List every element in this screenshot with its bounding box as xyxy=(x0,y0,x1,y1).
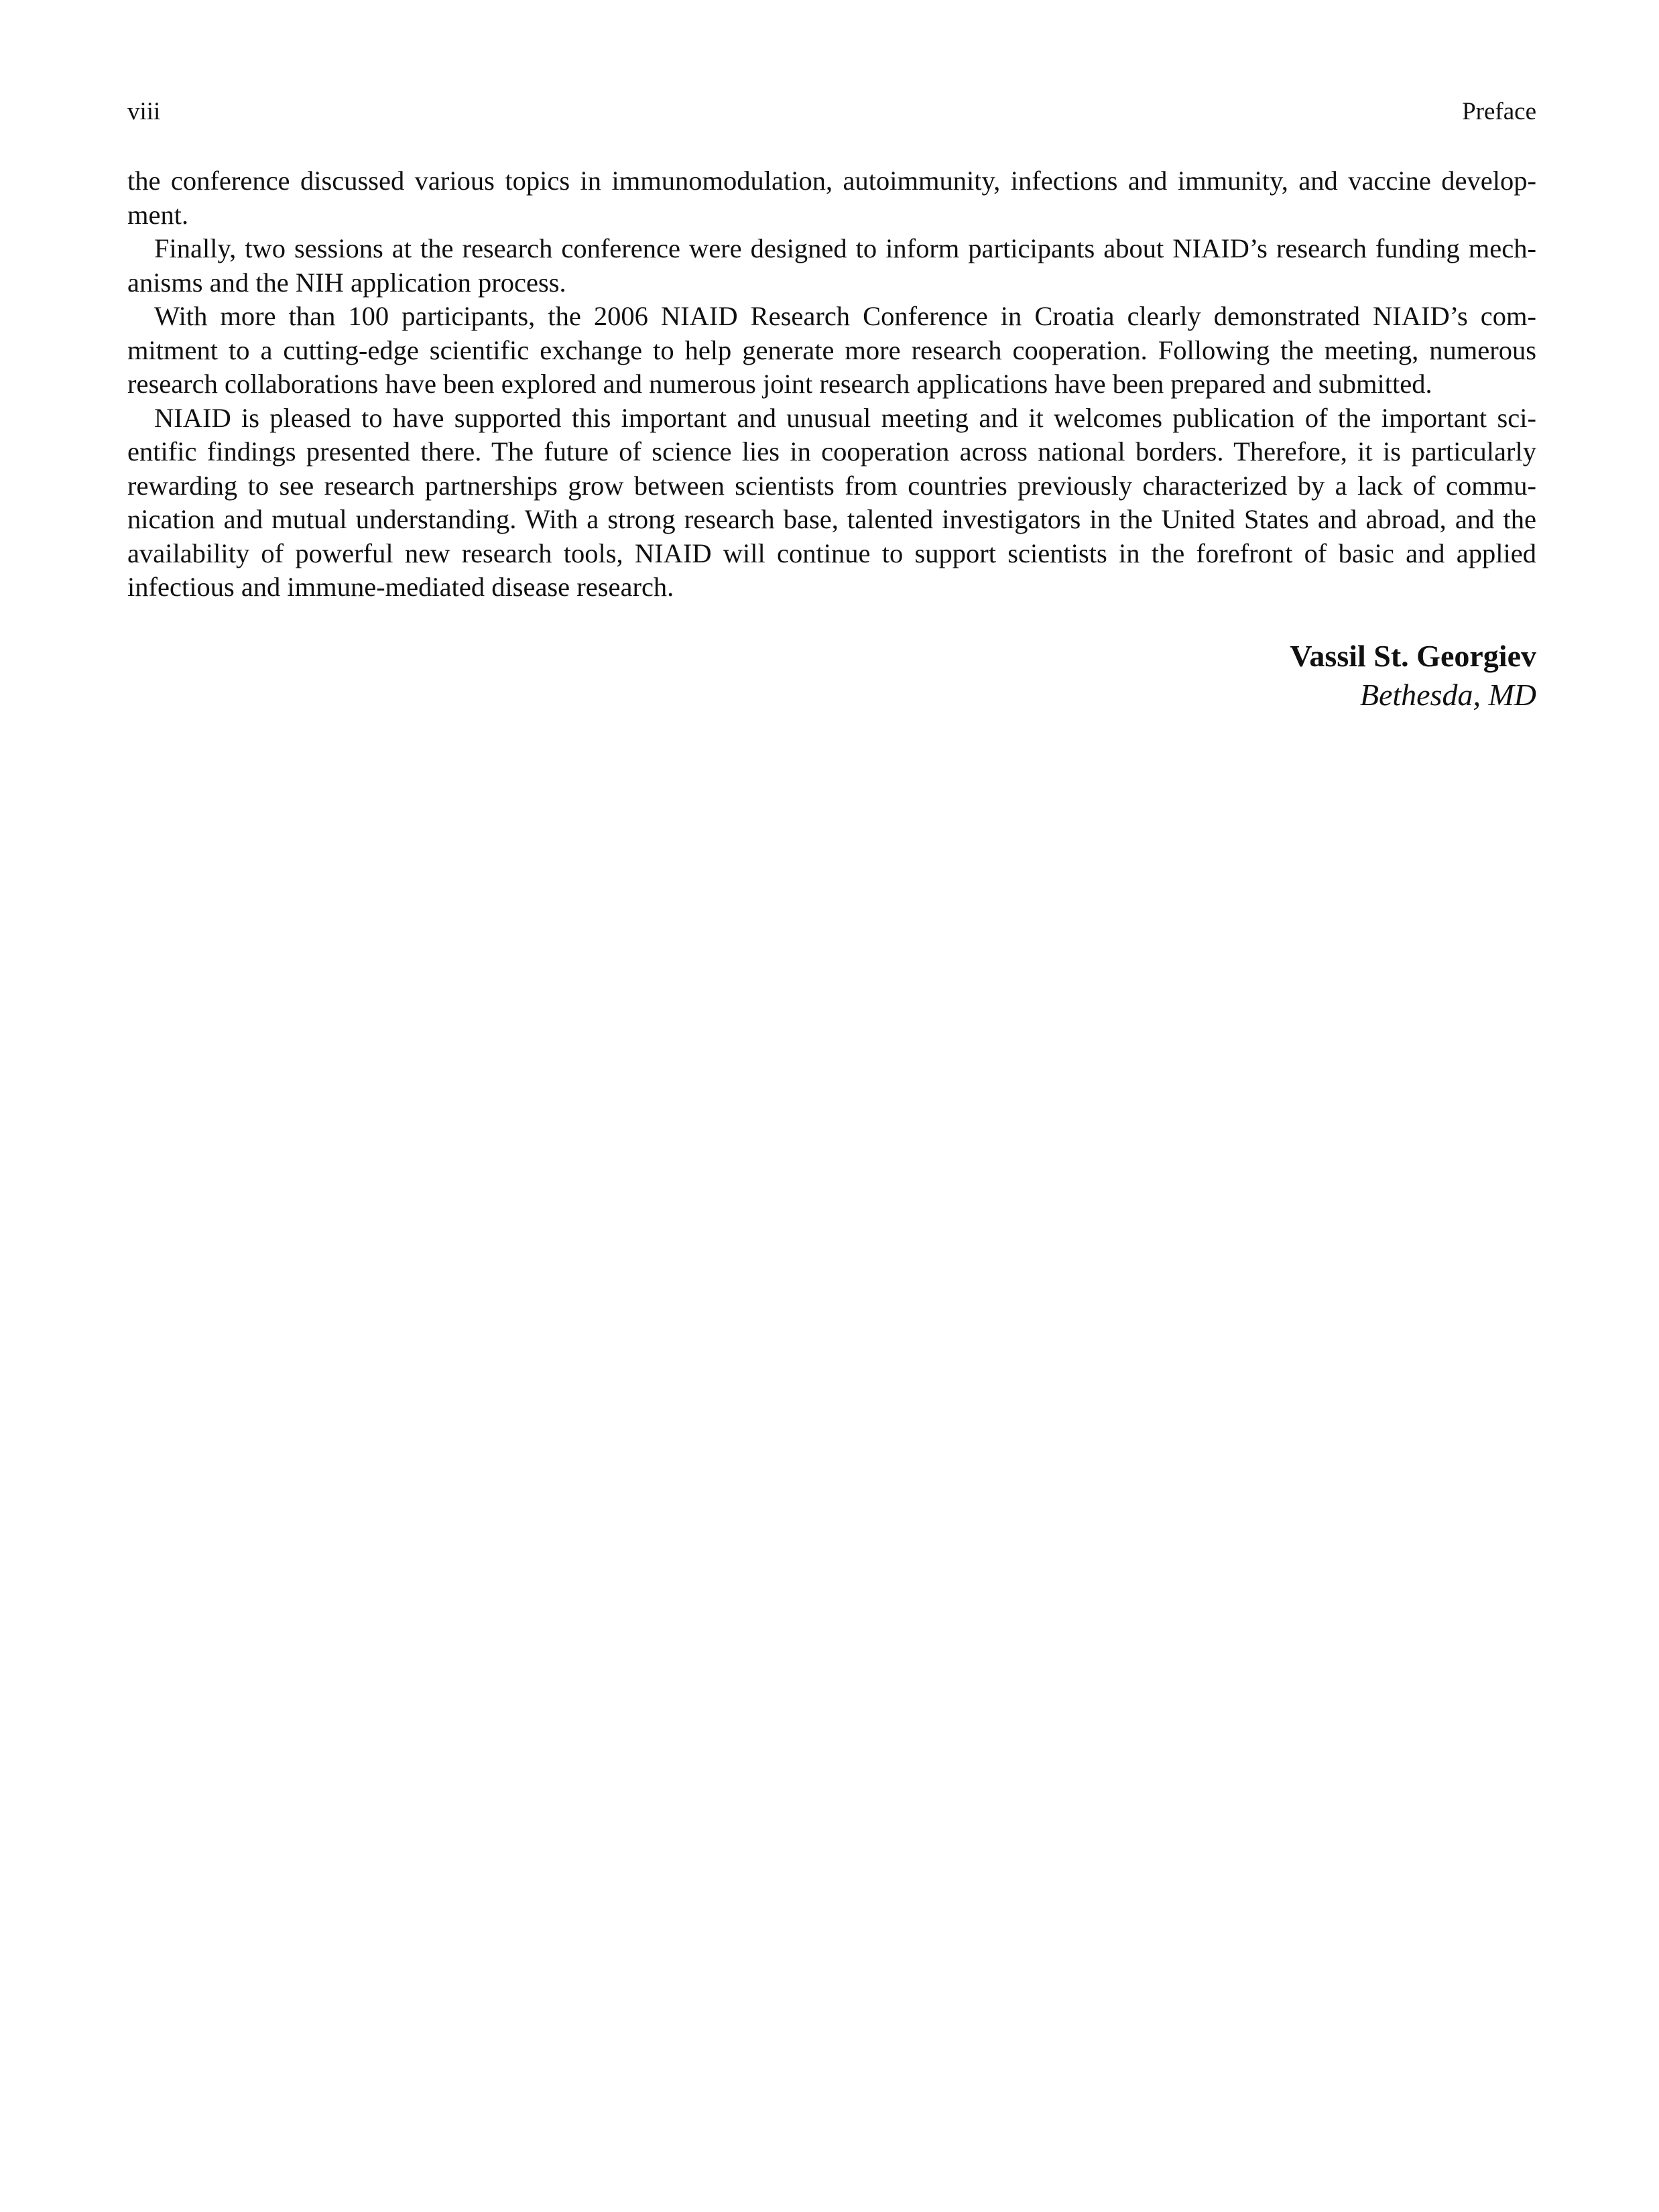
body-text xyxy=(127,164,1536,605)
author-location: Bethesda, MD xyxy=(1359,678,1536,712)
author-name: Vassil St. Georgiev xyxy=(1290,639,1536,673)
paragraph-funding-sessions: Finally, two sessions at the research conference were designed to inform participants about NIAID’s research funding mech-anisms and the NIH application process. xyxy=(127,233,1536,298)
paragraph-conclusion: NIAID is pleased to have supported this important and unusual meeting and it welcomes publication of the important sci-entific findings presented there. The future of science lies in cooperation across national borders. Therefore, it is particularly rewarding to see research partnerships grow between scientists from countries previously characterized by a lack of commu-nication and mutual understanding. With a strong research base, talented investigators in the United States and abroad, and the availability of powerful new research tools, NIAID will continue to support scientists in the forefront of basic and applied infectious and immune-mediated disease research. xyxy=(127,402,1536,602)
section-title: Preface xyxy=(1462,98,1536,125)
signature-block xyxy=(127,637,1536,715)
paragraph-participants: With more than 100 participants, the 2006 NIAID Research Conference in Croatia clearly demonstrated NIAID’s com-mitment to a cutting-edge scientific exchange to help generate more research cooperation. Following the meeting, numerous research collaborations have been explored and numerous joint research applications have been prepared and submitted. xyxy=(127,301,1536,399)
paragraph-continuation: the conference discussed various topics in immunomodulation, autoimmunity, infections and immunity, and vaccine develop-ment. xyxy=(127,166,1536,230)
running-head xyxy=(127,95,1536,129)
page-number: viii xyxy=(127,98,161,125)
